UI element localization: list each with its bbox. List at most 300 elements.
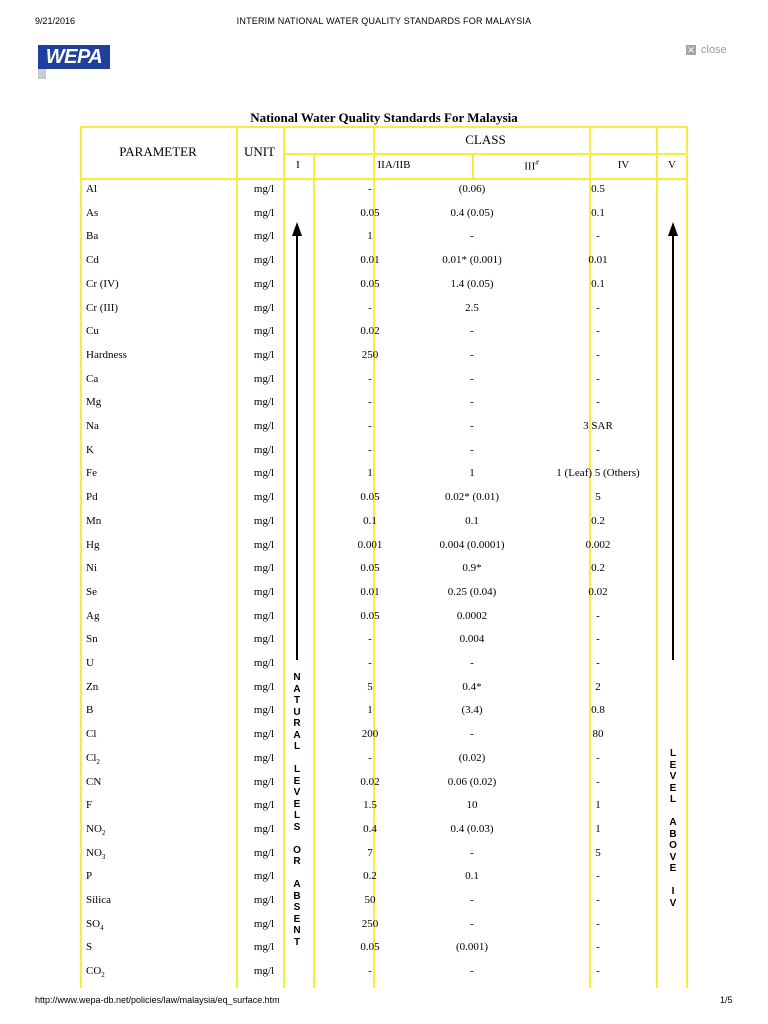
class-iv-cell: - — [596, 348, 600, 361]
table-row — [80, 539, 688, 563]
unit-cell: mg/l — [253, 491, 275, 504]
vertical-note-char: E — [293, 798, 301, 810]
unit-cell: mg/l — [253, 254, 275, 267]
vertical-note-char: E — [293, 775, 301, 787]
class-iia-cell: - — [368, 633, 372, 646]
table-row — [80, 894, 688, 918]
class-iv-cell: 0.01 — [588, 254, 608, 267]
parameter-cell — [86, 728, 96, 742]
vertical-note-char: S — [293, 821, 301, 833]
class-iv-cell: - — [596, 751, 600, 764]
parameter-cell — [86, 799, 92, 813]
parameter-name: Cd — [86, 254, 99, 267]
class-i-note — [290, 672, 304, 948]
vertical-note-char: S — [293, 902, 301, 913]
water-quality-table — [80, 126, 688, 988]
class-iii-cell: 2.5 — [465, 301, 479, 314]
parameter-cell — [86, 941, 92, 955]
parameter-name: Cl — [86, 751, 97, 764]
parameter-cell — [86, 752, 100, 766]
parameter-cell — [86, 870, 92, 884]
vertical-note-char: B — [669, 828, 677, 840]
print-url: http://www.wepa-db.net/policies/law/malaysia/eq_surface.htm — [35, 995, 280, 1005]
class-iia-cell: 1 — [367, 230, 373, 243]
class-iv-cell: 0.2 — [591, 562, 605, 575]
unit-cell: mg/l — [253, 396, 275, 409]
class-iia-cell: 0.001 — [357, 538, 383, 551]
parameter-name: Cr (IV) — [86, 277, 119, 290]
parameter-cell — [86, 183, 97, 197]
unit-cell: mg/l — [253, 467, 275, 480]
parameter-name: Fe — [86, 467, 97, 480]
vertical-note-char: R — [293, 718, 301, 729]
parameter-cell — [86, 349, 127, 363]
class-iv-cell: 1 (Leaf) 5 (Others) — [556, 467, 640, 480]
unit-cell: mg/l — [253, 420, 275, 432]
unit-cell: mg/l — [253, 514, 275, 527]
class-iv-cell: 3 SAR — [583, 420, 613, 432]
header-line-class — [283, 153, 688, 155]
vertical-note-char: L — [293, 741, 301, 752]
table-row — [80, 941, 688, 965]
parameter-subscript: 2 — [96, 757, 100, 766]
class-iia-cell: - — [368, 443, 372, 456]
class-iii-cell: - — [470, 420, 474, 432]
parameter-cell — [86, 776, 101, 790]
class-iii-cell: 0.0002 — [456, 609, 488, 622]
class-iii-cell: 1.4 (0.05) — [450, 277, 494, 290]
parameter-name: Pd — [86, 491, 98, 504]
vertical-note-char: N — [293, 672, 301, 683]
class-iv-cell: - — [596, 657, 600, 669]
parameter-name: NO — [86, 822, 102, 835]
table-row — [80, 610, 688, 634]
vertical-note-char — [290, 833, 304, 845]
parameter-subscript: 3 — [101, 852, 106, 861]
unit-cell: mg/l — [253, 372, 275, 385]
parameter-cell — [86, 515, 101, 529]
class-iia-cell: 0.05 — [360, 609, 380, 622]
parameter-name: Mn — [86, 514, 102, 527]
unit-cell: mg/l — [253, 704, 275, 717]
class-iv-cell: - — [596, 325, 600, 338]
parameter-cell — [86, 207, 98, 221]
unit-cell: mg/l — [253, 348, 275, 361]
class-iia-cell: - — [368, 751, 372, 764]
close-icon[interactable]: ✕ — [687, 45, 695, 55]
class-iv-cell: 80 — [592, 728, 604, 741]
parameter-cell — [86, 278, 119, 292]
table-row — [80, 325, 688, 349]
table-row — [80, 681, 688, 705]
class-iv-cell: - — [596, 396, 600, 409]
unit-cell: mg/l — [253, 965, 275, 978]
parameter-cell — [86, 467, 97, 481]
class-iii-cell: 1 — [469, 467, 475, 480]
table-row — [80, 183, 688, 207]
class-iii-cell: - — [470, 894, 474, 906]
parameter-name: Mg — [86, 396, 102, 409]
parameter-cell — [86, 823, 105, 837]
parameter-name: Hg — [86, 538, 100, 551]
table-row — [80, 752, 688, 776]
close-button[interactable] — [686, 44, 727, 56]
class-iia-cell: 0.1 — [363, 514, 377, 527]
header-class: CLASS — [465, 132, 506, 147]
parameter-cell — [86, 965, 105, 979]
parameter-name: F — [86, 799, 93, 812]
parameter-cell — [86, 562, 97, 576]
class-iia-cell: - — [368, 420, 372, 432]
class-iii-cell: - — [470, 325, 474, 338]
parameter-name: Hardness — [86, 348, 127, 361]
class-iia-cell: - — [368, 396, 372, 409]
class-iia-cell: 0.2 — [363, 870, 377, 883]
class-iia-cell: 0.01 — [360, 585, 380, 598]
table-row — [80, 515, 688, 539]
parameter-cell — [86, 491, 98, 505]
class-iv-cell: 0.5 — [591, 183, 605, 195]
unit-cell: mg/l — [253, 846, 275, 859]
parameter-cell — [86, 894, 111, 908]
table-row — [80, 844, 688, 871]
class-iv-cell: - — [596, 870, 600, 883]
table-row — [80, 586, 688, 610]
class-iv-cell: - — [596, 917, 600, 930]
parameter-cell — [86, 302, 118, 316]
parameter-cell — [86, 633, 98, 647]
parameter-name: Ag — [86, 609, 100, 622]
parameter-cell — [86, 254, 99, 268]
parameter-subscript: 2 — [101, 971, 105, 980]
class-iv-cell: - — [596, 372, 600, 385]
class-iii-cell: 0.4* — [462, 680, 482, 693]
table-row — [80, 633, 688, 657]
class-iia-cell: 250 — [361, 348, 379, 361]
vertical-note-char: B — [293, 890, 301, 902]
parameter-cell — [86, 847, 105, 861]
parameter-name: Cr (III) — [86, 301, 119, 314]
class-iii-cell: - — [470, 728, 474, 741]
parameter-cell — [86, 657, 94, 671]
parameter-name: Na — [86, 420, 99, 432]
header-line-bottom — [80, 178, 688, 180]
unit-cell: mg/l — [253, 609, 275, 622]
vertical-note-char: U — [293, 706, 301, 718]
table-row — [80, 870, 688, 894]
parameter-name: Se — [86, 585, 97, 598]
parameter-name: Ba — [86, 230, 99, 243]
vertical-note-char — [666, 875, 680, 887]
parameter-cell — [86, 373, 98, 387]
class-iia-cell: 200 — [361, 728, 379, 741]
table-row — [80, 254, 688, 278]
header-class-iii — [474, 159, 589, 173]
vertical-note-char: A — [293, 729, 301, 741]
parameter-name: Cu — [86, 325, 99, 338]
vertical-note-char — [666, 806, 680, 818]
header-parameter: PARAMETER — [119, 144, 197, 159]
header-class-iii-label: III — [524, 160, 536, 173]
vertical-note-char: V — [669, 851, 677, 863]
unit-cell: mg/l — [253, 277, 275, 290]
table-row — [80, 657, 688, 681]
parameter-name: K — [86, 443, 94, 456]
table-row — [80, 373, 688, 397]
class-iii-cell: 0.25 (0.04) — [447, 585, 497, 598]
parameter-name: Ca — [86, 372, 99, 385]
unit-cell: mg/l — [253, 657, 275, 669]
class-v-note — [666, 748, 680, 909]
class-iii-cell: - — [470, 965, 474, 978]
vertical-note-char: T — [293, 936, 301, 948]
parameter-name: Al — [86, 183, 97, 195]
class-iia-cell: - — [368, 372, 372, 385]
parameter-cell — [86, 420, 99, 434]
class-iv-cell: 0.1 — [591, 277, 605, 290]
class-iii-cell: (0.06) — [458, 183, 486, 195]
class-iv-cell: 0.2 — [591, 514, 605, 527]
table-row — [80, 444, 688, 468]
vertical-note-char: V — [669, 897, 677, 909]
vertical-note-char: V — [669, 771, 677, 782]
table-row — [80, 278, 688, 302]
print-date: 9/21/2016 — [35, 16, 76, 26]
class-iia-cell: 0.05 — [360, 277, 380, 290]
table-border-top — [80, 126, 688, 128]
vertical-note-char: O — [293, 844, 301, 856]
parameter-name: NO — [86, 846, 102, 859]
vertical-note-char: A — [669, 817, 677, 828]
table-row — [80, 491, 688, 515]
parameter-name: S — [86, 941, 93, 954]
class-iv-cell: - — [596, 230, 600, 243]
class-iv-cell: 1 — [595, 799, 601, 812]
unit-cell: mg/l — [253, 775, 275, 788]
table-row — [80, 965, 688, 989]
class-iia-cell: - — [368, 301, 372, 314]
class-iii-cell: 0.02* (0.01) — [444, 491, 500, 504]
table-row — [80, 704, 688, 728]
table-row — [80, 396, 688, 420]
unit-cell: mg/l — [253, 538, 275, 551]
class-iia-cell: - — [368, 657, 372, 669]
parameter-name: B — [86, 704, 94, 717]
unit-cell: mg/l — [253, 894, 275, 906]
parameter-cell — [86, 586, 97, 600]
vertical-note-char: L — [669, 794, 677, 805]
parameter-cell — [86, 325, 99, 339]
vertical-note-char: I — [671, 886, 675, 897]
class-iii-cell: - — [470, 917, 474, 930]
class-iv-cell: 0.02 — [588, 585, 608, 598]
class-i-arrow-line — [296, 234, 298, 660]
class-iv-cell: - — [596, 894, 600, 906]
class-iii-cell: 10 — [466, 799, 478, 812]
class-iv-cell: - — [596, 965, 600, 978]
class-iia-cell: 0.02 — [360, 775, 380, 788]
parameter-name: P — [86, 870, 93, 883]
table-row — [80, 776, 688, 800]
vertical-note-char — [290, 868, 304, 880]
parameter-name: Cl — [86, 728, 97, 741]
class-iv-cell: 5 — [595, 491, 601, 504]
class-iv-cell: - — [596, 941, 600, 954]
vertical-note-char: E — [669, 863, 677, 874]
unit-cell: mg/l — [253, 870, 275, 883]
table-row — [80, 799, 688, 823]
unit-cell: mg/l — [253, 562, 275, 575]
unit-cell: mg/l — [253, 183, 275, 195]
unit-cell: mg/l — [253, 633, 275, 646]
table-row — [80, 302, 688, 326]
parameter-cell — [86, 681, 98, 695]
class-iv-cell: - — [596, 301, 600, 314]
class-iii-cell: - — [470, 657, 474, 669]
class-iv-cell: 0.002 — [585, 538, 611, 551]
class-iia-cell: 0.01 — [360, 254, 380, 267]
class-iia-cell: 0.05 — [360, 491, 380, 504]
class-iii-cell: 0.4 (0.05) — [450, 206, 494, 219]
print-header — [0, 16, 768, 30]
class-iv-cell: 0.8 — [591, 704, 605, 717]
wepa-logo[interactable] — [38, 45, 110, 79]
table-row — [80, 562, 688, 586]
class-iia-cell: 0.05 — [360, 941, 380, 954]
vertical-note-char: V — [293, 787, 301, 798]
unit-cell: mg/l — [253, 443, 275, 456]
class-iia-cell: 250 — [361, 917, 379, 930]
parameter-name: CN — [86, 775, 102, 788]
table-row — [80, 230, 688, 254]
vertical-note-char: T — [293, 695, 301, 706]
class-iv-cell: - — [596, 609, 600, 622]
class-iv-cell: 5 — [595, 846, 601, 859]
parameter-cell — [86, 396, 101, 410]
vertical-note-char: E — [669, 782, 677, 794]
table-row — [80, 823, 688, 847]
parameter-cell — [86, 444, 94, 458]
class-iia-cell: 0.05 — [360, 562, 380, 575]
class-iv-cell: 0.1 — [591, 206, 605, 219]
close-label[interactable]: close — [701, 44, 727, 56]
header-class-iv: IV — [617, 159, 630, 171]
unit-cell: mg/l — [253, 301, 275, 314]
vertical-note-char: O — [669, 840, 677, 851]
header-class-iia: IIA/IIB — [377, 159, 411, 171]
table-row — [80, 420, 688, 444]
parameter-cell — [86, 918, 104, 932]
class-iia-cell: 7 — [367, 846, 373, 859]
vertical-note-char: A — [293, 683, 301, 695]
unit-cell: mg/l — [253, 917, 275, 930]
unit-cell: mg/l — [253, 822, 275, 835]
vertical-note-char: A — [293, 879, 301, 890]
header-class-i: I — [296, 159, 300, 171]
wepa-logo-text: WEPA — [38, 45, 110, 69]
class-iv-cell: 2 — [595, 680, 601, 693]
vertical-note-char: E — [293, 913, 301, 925]
parameter-name: Zn — [86, 680, 99, 693]
unit-cell: mg/l — [253, 325, 275, 338]
table-row — [80, 349, 688, 373]
class-iii-cell: - — [470, 396, 474, 409]
table-row — [80, 207, 688, 231]
unit-cell: mg/l — [253, 751, 275, 764]
unit-cell: mg/l — [253, 941, 275, 954]
parameter-cell — [86, 610, 99, 624]
vertical-note-char: L — [293, 764, 301, 775]
parameter-name: U — [86, 657, 94, 669]
parameter-cell — [86, 539, 99, 553]
class-iii-cell: - — [470, 846, 474, 859]
parameter-subscript: 4 — [100, 923, 104, 932]
class-iii-cell: (3.4) — [461, 704, 483, 717]
class-iii-cell: - — [470, 443, 474, 456]
class-iii-cell: - — [470, 348, 474, 361]
class-iv-cell: 1 — [595, 822, 601, 835]
vertical-note-char: R — [293, 856, 301, 867]
unit-cell: mg/l — [253, 230, 275, 243]
header-class-iii-mark: # — [535, 159, 539, 167]
table-row — [80, 467, 688, 491]
class-iii-cell: (0.001) — [455, 941, 489, 954]
class-iia-cell: 1.5 — [363, 799, 377, 812]
logo-tab-decoration — [38, 69, 46, 79]
parameter-name: Silica — [86, 894, 112, 906]
class-iii-cell: 0.004 — [459, 633, 485, 646]
class-iia-cell: - — [368, 183, 372, 195]
class-iii-cell: 0.01* (0.001) — [442, 254, 502, 267]
class-iii-cell: - — [470, 372, 474, 385]
class-iia-cell: - — [368, 965, 372, 978]
class-iii-cell: 0.1 — [465, 870, 479, 883]
parameter-name: As — [86, 206, 99, 219]
header-unit: UNIT — [243, 144, 276, 159]
vertical-note-char: L — [293, 810, 301, 821]
class-iii-cell: - — [470, 230, 474, 243]
parameter-name: SO — [86, 917, 101, 930]
class-iia-cell: 50 — [364, 894, 376, 906]
parameter-name: Sn — [86, 633, 98, 646]
class-iv-cell: - — [596, 443, 600, 456]
table-row — [80, 728, 688, 752]
unit-cell: mg/l — [253, 206, 275, 219]
print-page-number: 1/5 — [720, 995, 733, 1005]
class-iv-cell: - — [596, 775, 600, 788]
class-v-arrow-line — [672, 234, 674, 660]
unit-cell: mg/l — [253, 799, 275, 812]
unit-cell: mg/l — [253, 680, 275, 693]
parameter-subscript: 2 — [101, 829, 106, 838]
class-iii-cell: 0.9* — [462, 562, 482, 575]
vertical-note-char: L — [669, 748, 677, 759]
class-iia-cell: 1 — [367, 704, 373, 717]
class-iii-cell: (0.02) — [458, 751, 486, 764]
parameter-name: Ni — [86, 562, 97, 575]
class-iia-cell: 5 — [367, 680, 373, 693]
class-iii-cell: 0.1 — [465, 514, 479, 527]
print-page-title: INTERIM NATIONAL WATER QUALITY STANDARDS FOR MALAYSIA — [236, 16, 532, 26]
unit-cell: mg/l — [253, 585, 275, 598]
vertical-note-char — [290, 753, 304, 765]
header-class-v: V — [668, 159, 676, 171]
vertical-note-char: E — [669, 759, 677, 771]
class-iii-cell: 0.004 (0.0001) — [439, 538, 505, 551]
class-iia-cell: 0.02 — [360, 325, 380, 338]
vertical-note-char: N — [293, 925, 301, 936]
table-row — [80, 918, 688, 942]
